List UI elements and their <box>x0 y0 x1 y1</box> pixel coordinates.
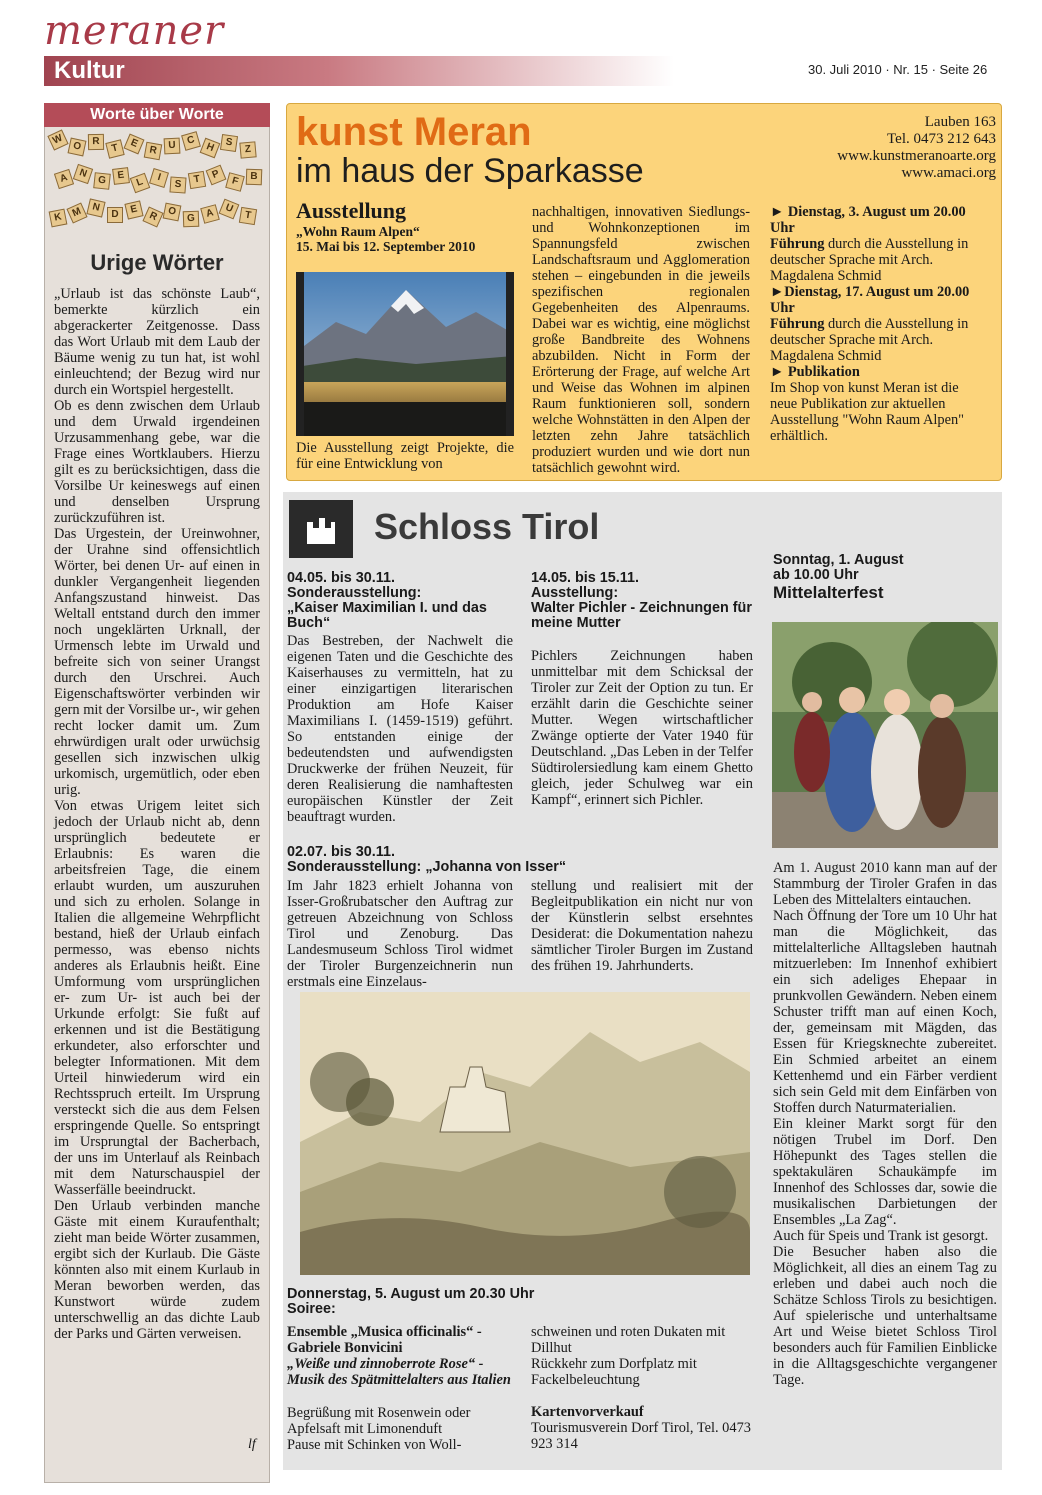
mittelalterfest-date: Sonntag, 1. August ab 10.00 Uhr <box>773 552 904 583</box>
ausstellung-body-text: nachhaltigen, innovativen Siedlungs- und Wohnkonzeptionen im Spannungsfeld zwischen Landschaftsraum und Agglomeration stehen – eingebunden in die jeweils spezifischen regionalen Gegebenheiten des Alpenraums. Dabei war es wichtig, eine möglichst große Bandbreite des Wohnens abzubilden. Nicht in Form der Erörterung der Frage, auf welche Art und Weise das Wohnen im alpinen Raum funktionieren soll, sondern welche Wohnstätten in den Alpen der letzten zehn Jahre tatsächlich produziert wurden und wie dort nun tatsächlich gewohnt wird. <box>532 204 750 476</box>
section-bar <box>44 56 674 86</box>
scrabble-tile: N <box>86 198 105 217</box>
scrabble-tile: H <box>200 138 221 159</box>
ausstellung-intro-text: Die Ausstellung zeigt Projekte, die für eine Entwicklung von <box>296 440 514 472</box>
event-text: durch die Ausstellung in deutscher Sprache mit Arch. Magdalena Schmid <box>770 316 969 364</box>
event-date: ►Dienstag, 17. August um 20.00 Uhr <box>770 284 970 316</box>
isser-heading: 02.07. bis 30.11. Sonderausstellung: „Johanna von Isser“ <box>287 844 567 875</box>
kunst-meran-title: kunst Meran <box>296 110 532 154</box>
scrabble-tile: G <box>183 211 200 228</box>
pichler-text: Pichlers Zeichnungen haben unmittelbar mit dem Schicksal der Tiroler zur Zeit der Option zu tun. Er erzählt darin die Geschichte seiner Mutter. Wegen wirtschaftlicher Zwänge optierte der Vater 1940 für Deutschland. „Das Leben in der Telfer Südtirolersiedlung kam einem Ghetto gleich, jeder Schulweg war ein Kampf“, erinnert sich Pichler. <box>531 648 753 808</box>
scrabble-tile: G <box>93 172 111 190</box>
masthead-logo: meraner <box>44 8 225 54</box>
event-label: Führung <box>770 316 825 332</box>
scrabble-tile: I <box>149 168 169 188</box>
scrabble-tile: U <box>219 199 240 220</box>
event-description <box>770 236 982 284</box>
scrabble-tile: F <box>225 172 245 192</box>
scrabble-tile: E <box>112 167 130 185</box>
scrabble-tile: M <box>66 202 87 223</box>
scrabble-tile: W <box>47 129 68 150</box>
scrabble-tile: P <box>206 165 227 186</box>
scrabble-tile: T <box>105 139 124 158</box>
castle-engraving-image <box>300 992 750 1275</box>
soiree-ensemble: Ensemble „Musica officinalis“ - Gabriele Bonvicini <box>287 1324 482 1356</box>
medieval-festival-photo <box>772 622 998 848</box>
event-text: durch die Ausstellung in deutscher Sprache mit Arch. Magdalena Schmid <box>770 236 969 284</box>
karten-heading: Kartenvorverkauf <box>531 1404 644 1420</box>
maximilian-text: Das Bestreben, der Nachwelt die eigenen Taten und die Geschichte des Kaiserhauses zu vermitteln, hat zu einer einzigartigen literarischen Produktion am Hofe Kaiser Maximilians I. (1459-1519) geführt. So entstanden einige der bedeutendsten und aufwendigsten Druckwerke der frühen Neuzeit, für deren Realisierung die namhaftesten europäischen Künstler der Zeit beauftragt wurden. <box>287 633 513 825</box>
pichler-heading: 14.05. bis 15.11. Ausstellung: Walter Pichler - Zeichnungen für meine Mutter <box>531 570 752 631</box>
karten-text: Tourismusverein Dorf Tirol, Tel. 0473 923 314 <box>531 1420 751 1452</box>
scrabble-tile: O <box>68 138 87 157</box>
schloss-tirol-title: Schloss Tirol <box>374 506 600 547</box>
scrabble-tile: L <box>130 173 151 194</box>
alpine-landscape-photo <box>296 272 514 436</box>
scrabble-tile: U <box>164 138 181 155</box>
scrabble-tile: A <box>54 169 74 189</box>
mittelalterfest-title: Mittelalterfest <box>773 583 884 602</box>
left-article-body <box>54 286 260 1342</box>
scrabble-tile: T <box>188 171 206 189</box>
left-paragraph: Ob es denn zwischen dem Urlaub und dem Urwald irgendeinen Urzusammenhang gebe, war die Frage eines Wortklaubers. Hierzu gilt es zu berücksichtigen, dass die Vorsilbe Ur keineswegs auf einen und denselben Ursprung zurückzuführen ist. <box>54 398 260 526</box>
scrabble-tile: E <box>124 134 145 155</box>
event-description <box>770 316 982 364</box>
contact-website-2[interactable]: www.amaci.org <box>901 165 996 181</box>
mittelalterfest-text: Am 1. August 2010 kann man auf der Stammburg der Tiroler Grafen in das Leben des Mittelalters eintauchen. Nach Öffnung der Tore um 10 Uhr hat man die Möglichkeit, das mittelalterliche Alltagsleben hautnah mitzuerleben: Im Innenhof exhibiert ein sich adeliges Ehepaar in prunkvollen Gewändern. Neben einem Schuster trifft man auf einen Koch, der, gemeinsam mit Mägden, das Essen für Kriegsknechte zubereitet. Ein Schmied arbeitet an einem Kettenhemd und ein Färber verdient sich sein Geld mit dem Einfärben von Stoffen durch Naturmaterialien. Ein kleiner Markt sorgt für den nötigen Trubel im Dorf. Den Höhepunkt des Tages stellen die spektakulären Schaukämpfe im Innenhof des Schlosses dar, sowie die musikalischen Darbietungen der Ensembles „La Zag“. Auch für Speis und Trank ist gesorgt. Die Besucher haben also die Möglichkeit, all dies an einem Tag zu erleben und dabei auch noch die Schätze Schloss Tirols zu besichtigen. Auf spielerische und unterhaltsame Art und Weise bietet Schloss Tirol besonders auch für Familien Einblicke in die Alltagsgeschichte vergangener Tage. <box>773 860 997 1388</box>
scrabble-tile: E <box>124 200 143 219</box>
left-paragraph: „Urlaub ist das schönste Laub“, bemerkte kürzlich ein abgerackerter Zeitgenosse. Dass das Wort Urlaub mit dem Laub der Bäume wenig zu tun hat, ist wohl einleuchtend; der Bezug wird nur durch ein Wortspiel hergestellt. <box>54 286 260 398</box>
soiree-menu: Begrüßung mit Rosenwein oder Apfelsaft mit Limonenduft Pause mit Schinken von Woll- <box>287 1405 471 1453</box>
scrabble-tile: T <box>239 207 257 225</box>
scrabble-tiles-image <box>50 132 264 240</box>
author-signature: lf <box>248 1437 256 1452</box>
soiree-menu-continued: schweinen und roten Dukaten mit Dillhut Rückkehr zum Dorfplatz mit Fackelbeleuchtung <box>531 1324 726 1388</box>
left-column-header: Worte über Worte <box>44 103 270 127</box>
scrabble-tile: S <box>220 134 238 152</box>
scrabble-tile: S <box>169 176 186 193</box>
contact-address: Lauben 163 <box>924 114 996 130</box>
event-label: Führung <box>770 236 825 252</box>
contact-website[interactable]: www.kunstmeranoarte.org <box>837 148 996 164</box>
kunst-meran-subtitle: im haus der Sparkasse <box>296 152 644 190</box>
isser-text: Im Jahr 1823 erhielt Johanna von Isser-Großrubatscher den Auftrag zur getreuen Abzeichnung von Schloss Tirol und Zenoburg. Das Landesmuseum Schloss Tirol widmet der Tiroler Burgenzeichnerin nun erstmals eine Einzelaus- <box>287 878 513 990</box>
scrabble-tile: N <box>73 164 93 184</box>
scrabble-tile: K <box>49 209 68 228</box>
soiree-heading: Donnerstag, 5. August um 20.30 Uhr Soiree: <box>287 1286 535 1317</box>
scrabble-tile: C <box>181 131 201 151</box>
left-paragraph: Von etwas Urigem leitet sich jedoch der Urlaub nicht ab, denn ursprünglich bedeutete er Erlaubnis: Es waren die arbeitsfreien Tage, die einem erlaubt wurden, um auszuruhen und sich zu erholen. Solange in Italien die allgemeine Wehrpflicht bestand, hieß der Urlaub einfach permesso, was ebenso nichts anderes als Erlaubnis heißt. Eine Umformung vom ursprünglichen er- zum Ur- ist auch bei der Urkunde erfolgt: Sie fußt auf erkennen und ist die Bestätigung erkundeter, also erforschter und belegter Informationen. Mit dem Urteil hinwiederum wird ein Rechtsspruch erteilt. Im Ursprung versteckt sich die aus dem Felsen erspringende Quelle. So entspringt im Ursprungtal der Bacherbach, der uns im Unterlauf als Reinbach mit dem Naturschauspiel der Wasserfälle beeindruckt. <box>54 798 260 1198</box>
kunst-meran-contact <box>760 114 996 182</box>
ausstellung-subheading <box>296 224 516 254</box>
castle-icon <box>289 500 353 558</box>
scrabble-tile: O <box>163 203 182 222</box>
event-date: ► Dienstag, 3. August um 20.00 Uhr <box>770 204 966 236</box>
section-title: Kultur <box>54 57 125 84</box>
scrabble-tile: R <box>88 134 104 150</box>
issue-line: 30. Juli 2010 · Nr. 15 · Seite 26 <box>808 62 988 77</box>
isser-text-continued: stellung und realisiert mit der Begleitpublikation ein nicht nur von der Künstlerin selbst ersehntes Desiderat: die Dokumentation nahezu sämtlicher Tiroler Burgen im Zustand des frühen 19. Jahrhunderts. <box>531 878 753 974</box>
kunst-events <box>770 204 982 444</box>
left-paragraph: Den Urlaub verbinden manche Gäste mit einem Kuraufenthalt; zieht man beide Wörter zusammen, ergibt sich der Kurlaub. Die Gäste könnten also mit einem Kurlaub in Meran beworben werden, das Kunstwort würde zudem unterschwellig an das dichte Laub der Parks und Gärten verweisen. <box>54 1198 260 1342</box>
publikation-text: Im Shop von kunst Meran ist die neue Publikation zur aktuellen Ausstellung "Wohn Raum Alpen" erhältlich. <box>770 380 965 444</box>
left-paragraph: Das Urgestein, der Ureinwohner, der Urahne sind offensichtlich Wörter, bei denen Ur- auf einen in dunkler Vergangenheit liegenden Anfangszustand hinweist. Das Weltall entstand durch den immer noch ungeklärten Urknall, der Urmensch lebte im Urwald und befreite sich von seiner Urangst durch den Urschrei. Auch Eigenschaftswörter verbinden wir gern mit der Vorsilbe ur-, wir gehen recht locker damit um. Zum ehrwürdigen uralt oder urwüchsig gesellen sich inzwischen ulkig urkomisch, urgemütlich, oder eben urig. <box>54 526 260 798</box>
scrabble-tile: R <box>144 142 163 161</box>
scrabble-tile: R <box>142 206 163 227</box>
scrabble-tile: B <box>246 169 263 186</box>
soiree-program-title: „Weiße und zinnoberrote Rose“ - Musik des Spätmittelalters aus Italien <box>287 1356 511 1388</box>
scrabble-tile: D <box>107 207 123 223</box>
left-article-title: Urige Wörter <box>90 250 224 275</box>
scrabble-tile: Z <box>239 141 256 158</box>
ausstellung-heading: Ausstellung <box>296 198 407 223</box>
scrabble-tile: A <box>200 204 220 224</box>
contact-phone: Tel. 0473 212 643 <box>887 131 996 147</box>
publikation-heading: ► Publikation <box>770 364 860 380</box>
ausstellung-name: „Wohn Raum Alpen“ <box>296 224 420 239</box>
ausstellung-dates: 15. Mai bis 12. September 2010 <box>296 239 476 254</box>
maximilian-heading: 04.05. bis 30.11. Sonderausstellung: „Kaiser Maximilian I. und das Buch“ <box>287 570 487 631</box>
